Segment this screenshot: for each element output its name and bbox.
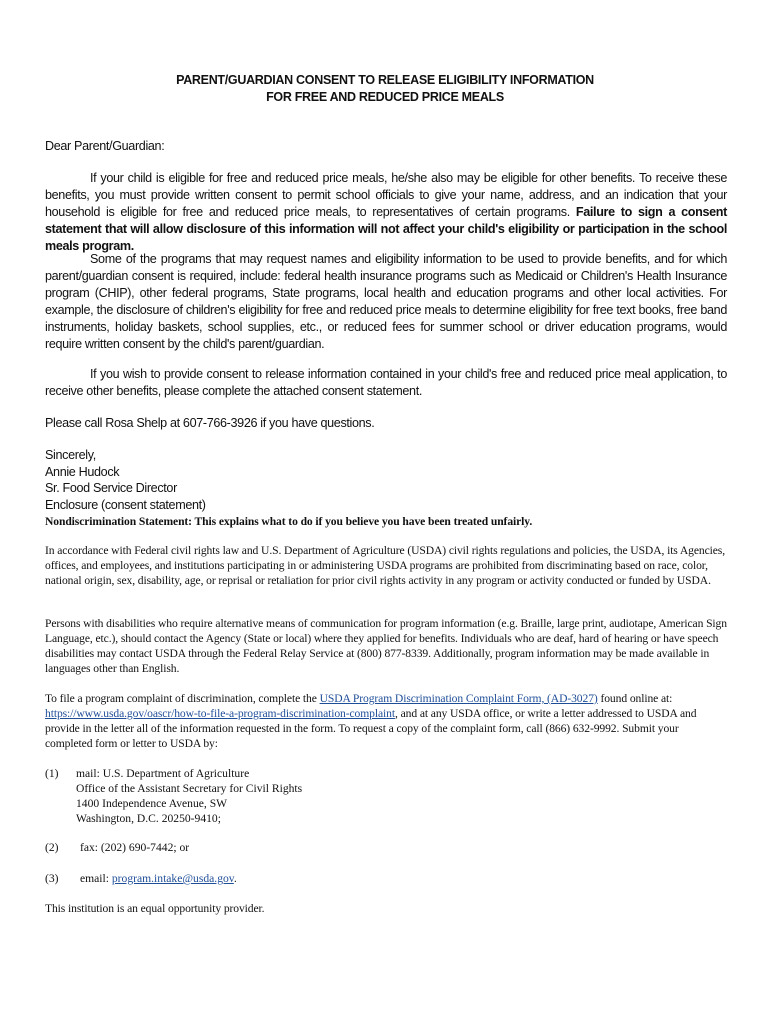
complaint-text-post: , and at any USDA office, or write a letter addressed to USDA and provide in the letter all of the information requested in the form. To request a copy of the complaint form, call (866) 632-9992. Submit your completed form or letter to USDA by: — [45, 707, 697, 750]
complaint-form-link[interactable]: USDA Program Discrimination Complaint Form, (AD-3027) — [319, 692, 598, 705]
contact-line: Please call Rosa Shelp at 607-766-3926 if you have questions. — [45, 416, 375, 430]
paragraph-eligibility-text: If your child is eligible for free and reduced price meals, he/she also may be eligible for other benefits. To receive these benefits, you must provide written consent to permit school officials to give your name, address, and an indication that your household is eligible for free and reduced price meals, to representatives of certain programs. — [45, 171, 727, 219]
email-label: email: — [80, 872, 112, 885]
complaint-url-link[interactable]: https://www.usda.gov/oascr/how-to-file-a-program-discrimination-complaint — [45, 707, 395, 720]
salutation: Dear Parent/Guardian: — [45, 139, 165, 153]
complaint-text-mid: found online at: — [597, 692, 673, 705]
signature-block — [45, 447, 727, 513]
mail-line: Washington, D.C. 20250-9410; — [76, 812, 221, 825]
mail-line: Office of the Assistant Secretary for Civil Rights — [76, 782, 303, 795]
paragraph-eligibility — [45, 170, 727, 255]
mail-line: 1400 Independence Avenue, SW — [76, 797, 228, 810]
nondiscrimination-paragraph-1: In accordance with Federal civil rights law and U.S. Department of Agriculture (USDA) civil rights regulations and policies, the USDA, its Agencies, offices, and employees, and institutions participating in or administering USDA programs are prohibited from discriminating based on race, color, national origin, sex, disability, age, or reprisal or retaliation for prior civil rights activity in any program or activity conducted or funded by USDA. — [45, 544, 726, 587]
email-line — [80, 871, 237, 886]
list-number: (3) — [45, 872, 59, 885]
title-line-2: FOR FREE AND REDUCED PRICE MEALS — [266, 90, 504, 104]
closing: Sincerely, — [45, 448, 96, 462]
complaint-text-pre: To file a program complaint of discrimination, complete the — [45, 692, 320, 705]
document-title — [0, 72, 770, 106]
complaint-paragraph — [45, 691, 727, 751]
email-link[interactable]: program.intake@usda.gov — [111, 872, 234, 885]
paragraph-programs: Some of the programs that may request names and eligibility information to be used to provide benefits, and for which parent/guardian consent is required, include: federal health insurance programs such as Medicaid or Children's Health Insurance program (CHIP), other federal programs, State programs, local health and education programs and other local activities. For example, the disclosure of children's eligibility for free and reduced price meals to determine eligibility for free text books, free band instruments, holiday baskets, school supplies, etc., or reduced fees for summer school or driver education programs, would require written consent by the child's parent/guardian. — [45, 252, 727, 351]
list-item-fax — [45, 840, 727, 856]
paragraph-consent: If you wish to provide consent to release information contained in your child's free and reduced price meal application, to receive other benefits, please complete the attached consent statement. — [45, 367, 727, 398]
signer-role: Sr. Food Service Director — [45, 481, 177, 495]
title-line-1: PARENT/GUARDIAN CONSENT TO RELEASE ELIGIBILITY INFORMATION — [176, 73, 594, 87]
nondiscrimination-paragraph-2: Persons with disabilities who require alternative means of communication for program information (e.g. Braille, large print, audiotape, American Sign Language, etc.), should contact the Agency (State or local) where they applied for benefits. Individuals who are deaf, hard of hearing or have speech disabilities may contact USDA through the Federal Relay Service at (800) 877-8339. Additionally, program information may be made available in languages other than English. — [45, 617, 727, 675]
equal-opportunity-footer: This institution is an equal opportunity provider. — [45, 902, 265, 915]
mail-line: mail: U.S. Department of Agriculture — [76, 767, 250, 780]
fax-text: fax: (202) 690-7442; or — [80, 841, 190, 854]
list-item-email — [45, 871, 727, 887]
list-number: (1) — [45, 767, 59, 780]
email-end: . — [233, 872, 237, 885]
list-number: (2) — [45, 841, 59, 854]
paragraph-eligibility-bold: Failure to sign a consent statement that will allow disclosure of this information will not affect your child's eligibility or participation in the school meals program. — [45, 205, 727, 253]
mail-address — [76, 766, 302, 826]
list-item-mail — [45, 766, 727, 828]
enclosure-note: Enclosure (consent statement) — [45, 497, 206, 512]
signer-name: Annie Hudock — [45, 464, 120, 479]
nondiscrimination-heading: Nondiscrimination Statement: This explains what to do if you believe you have been treated unfairly. — [45, 515, 533, 528]
